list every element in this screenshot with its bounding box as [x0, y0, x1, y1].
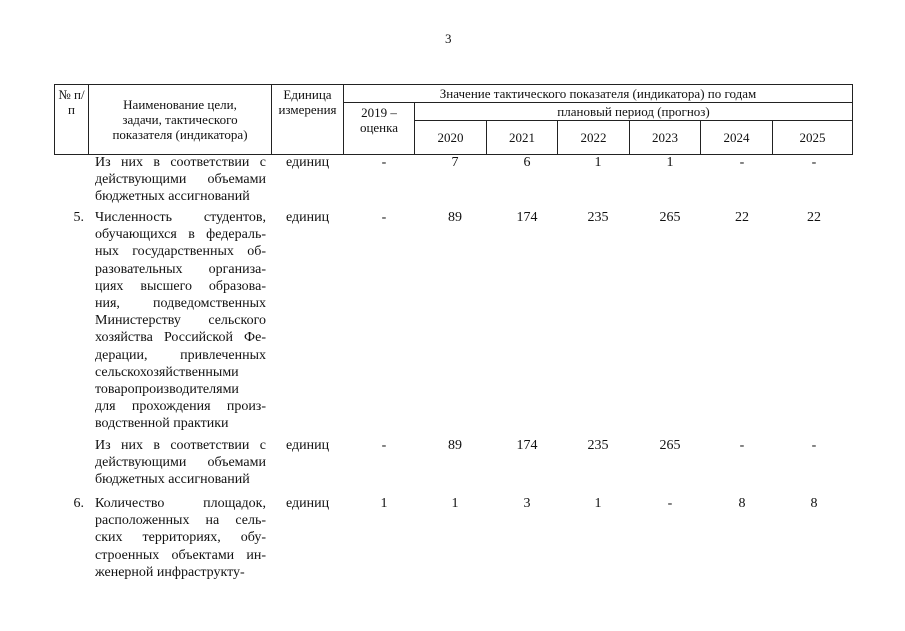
header-year-2023: 2023	[630, 121, 701, 155]
row-name: Количество площадок, расположенных на сель- ских территориях, обу- строенных объектами ин- женерной инфраструкту-	[95, 496, 266, 580]
value-2024: 22	[735, 210, 749, 225]
value-2025: 8	[810, 496, 818, 511]
header-name: Наименование цели, задачи, тактического показателя (индикатора)	[89, 85, 272, 155]
row-name: Из них в соответствии с действующими объемами бюджетных ассигнований	[95, 155, 266, 205]
value-2020: 89	[448, 438, 462, 453]
page-number: 3	[445, 31, 452, 46]
header-num: № п/п	[55, 85, 89, 155]
value-2019: -	[381, 155, 387, 170]
value-2022: 1	[594, 496, 602, 511]
value-2025: -	[811, 438, 817, 453]
header-values-title: Значение тактического показателя (индикатора) по годам	[344, 85, 853, 103]
value-2021: 3	[523, 496, 531, 511]
row-unit: единиц	[286, 155, 330, 170]
value-2021: 174	[516, 438, 538, 453]
row-number: 5.	[73, 210, 84, 225]
row-unit: единиц	[286, 496, 330, 511]
value-2022: 1	[594, 155, 602, 170]
value-2023: 265	[659, 210, 681, 225]
row-name: Из них в соответствии с действующими объемами бюджетных ассигнований	[95, 438, 266, 488]
indicator-table-header	[54, 84, 853, 155]
header-year-2025: 2025	[773, 121, 853, 155]
value-2024: -	[739, 438, 745, 453]
value-2019: -	[381, 210, 387, 225]
value-2024: 8	[738, 496, 746, 511]
header-unit: Единица измерения	[272, 85, 344, 155]
header-plan-period: плановый период (прогноз)	[415, 103, 853, 121]
value-2021: 6	[523, 155, 531, 170]
row-unit: единиц	[286, 210, 330, 225]
value-2020: 89	[448, 210, 462, 225]
header-estimate: 2019 – оценка	[344, 103, 415, 155]
value-2022: 235	[587, 210, 609, 225]
value-2019: 1	[380, 496, 388, 511]
value-2020: 7	[451, 155, 459, 170]
value-2023: 1	[666, 155, 674, 170]
header-year-2020: 2020	[415, 121, 487, 155]
row-number: 6.	[73, 496, 84, 511]
value-2024: -	[739, 155, 745, 170]
value-2022: 235	[587, 438, 609, 453]
value-2020: 1	[451, 496, 459, 511]
row-name: Численность студентов, обучающихся в федераль- ных государственных об- разовательных организа- циях высшего образова- ния, подведомственных Министерству сельского хозяйства Российской Фе- дерации, привлеченных сельскохозяйственными товаропроизводителями для прохождения произ- водственной практики	[95, 210, 266, 432]
value-2021: 174	[516, 210, 538, 225]
row-unit: единиц	[286, 438, 330, 453]
value-2019: -	[381, 438, 387, 453]
value-2023: 265	[659, 438, 681, 453]
header-year-2024: 2024	[701, 121, 773, 155]
value-2025: 22	[807, 210, 821, 225]
value-2023: -	[667, 496, 673, 511]
value-2025: -	[811, 155, 817, 170]
header-year-2021: 2021	[487, 121, 558, 155]
header-year-2022: 2022	[558, 121, 630, 155]
